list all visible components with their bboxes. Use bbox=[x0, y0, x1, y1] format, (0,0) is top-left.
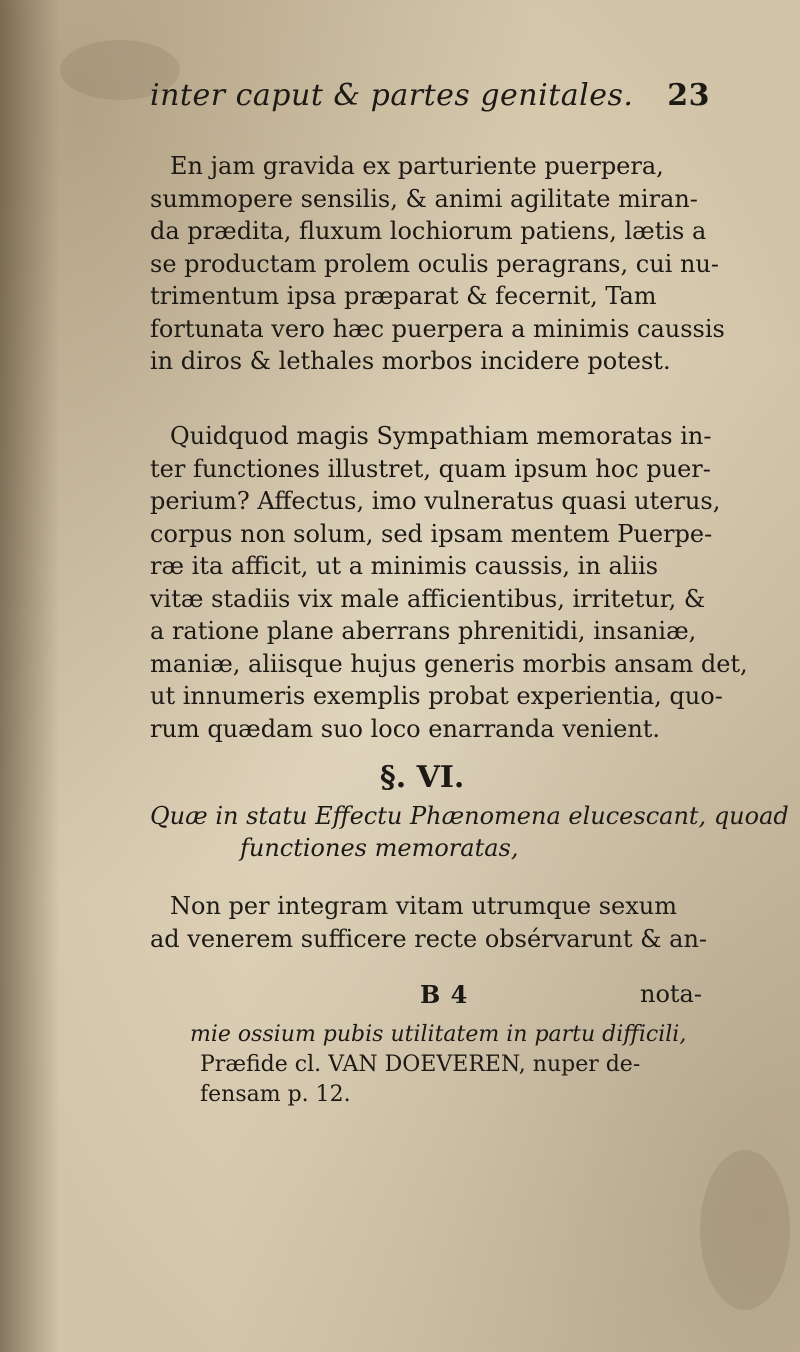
paragraph-2 bbox=[150, 420, 748, 745]
text-line: En jam gravida ex parturiente puerpera, bbox=[170, 152, 664, 180]
paragraph-3 bbox=[150, 890, 710, 955]
text-line: a ratione plane aberrans phrenitidi, insaniæ, bbox=[150, 617, 697, 645]
text-line: vitæ stadiis vix male afficientibus, irritetur, & bbox=[150, 584, 706, 613]
text-line: corpus non solum, sed ipsam mentem Puerpe- bbox=[150, 519, 713, 548]
footnote-line: mie ossium pubis utilitatem in partu difficili, bbox=[190, 1022, 687, 1047]
text-line: summopere sensilis, & animi agilitate miran- bbox=[150, 184, 698, 213]
text-line: Quidquod magis Sympathiam memoratas in- bbox=[170, 422, 712, 450]
text-line: ut innumeris exemplis probat experientia, quo- bbox=[150, 682, 723, 710]
text-line: trimentum ipsa præparat & fecernit, Tam bbox=[150, 282, 657, 310]
text-line: ter functiones illustret, quam ipsum hoc puer- bbox=[150, 454, 711, 483]
running-title: inter caput & partes genitales. bbox=[150, 78, 634, 113]
section-heading: §. VI. bbox=[380, 760, 465, 795]
text-line: ræ ita afficit, ut a minimis caussis, in aliis bbox=[150, 552, 659, 580]
footnote bbox=[190, 1020, 710, 1110]
text-line: ad venerem sufficere recte obsérvarunt & an- bbox=[150, 924, 708, 953]
section-title-line: functiones memoratas, bbox=[240, 834, 519, 862]
paper-stain bbox=[700, 1150, 790, 1310]
text-line: in diros & lethales morbos incidere potest. bbox=[150, 347, 671, 375]
text-line: rum quædam suo loco enarranda venient. bbox=[150, 714, 661, 743]
text-line: da prædita, fluxum lochiorum patiens, lætis a bbox=[150, 217, 707, 245]
footnote-line: fensam p. 12. bbox=[200, 1082, 351, 1107]
gutter-shadow bbox=[0, 0, 60, 1352]
text-line: maniæ, aliisque hujus generis morbis ansam det, bbox=[150, 649, 748, 678]
signature-mark: B 4 bbox=[420, 980, 469, 1009]
catchword: nota- bbox=[640, 980, 702, 1008]
footnote-line: Præfide cl. VAN DOEVEREN, nuper de- bbox=[200, 1052, 641, 1077]
page-number: 23 bbox=[667, 78, 710, 113]
section-title bbox=[150, 800, 789, 864]
text-line: se productam prolem oculis peragrans, cui nu- bbox=[150, 249, 719, 278]
section-title-line: Quæ in statu Effectu Phænomena elucescant, quoad bbox=[150, 802, 789, 830]
text-line: fortunata vero hæc puerpera a minimis caussis bbox=[150, 314, 725, 343]
text-line: perium? Affectus, imo vulneratus quasi uterus, bbox=[150, 487, 721, 515]
text-line: Non per integram vitam utrumque sexum bbox=[170, 892, 677, 920]
paragraph-1 bbox=[150, 150, 725, 378]
running-head bbox=[150, 78, 710, 122]
